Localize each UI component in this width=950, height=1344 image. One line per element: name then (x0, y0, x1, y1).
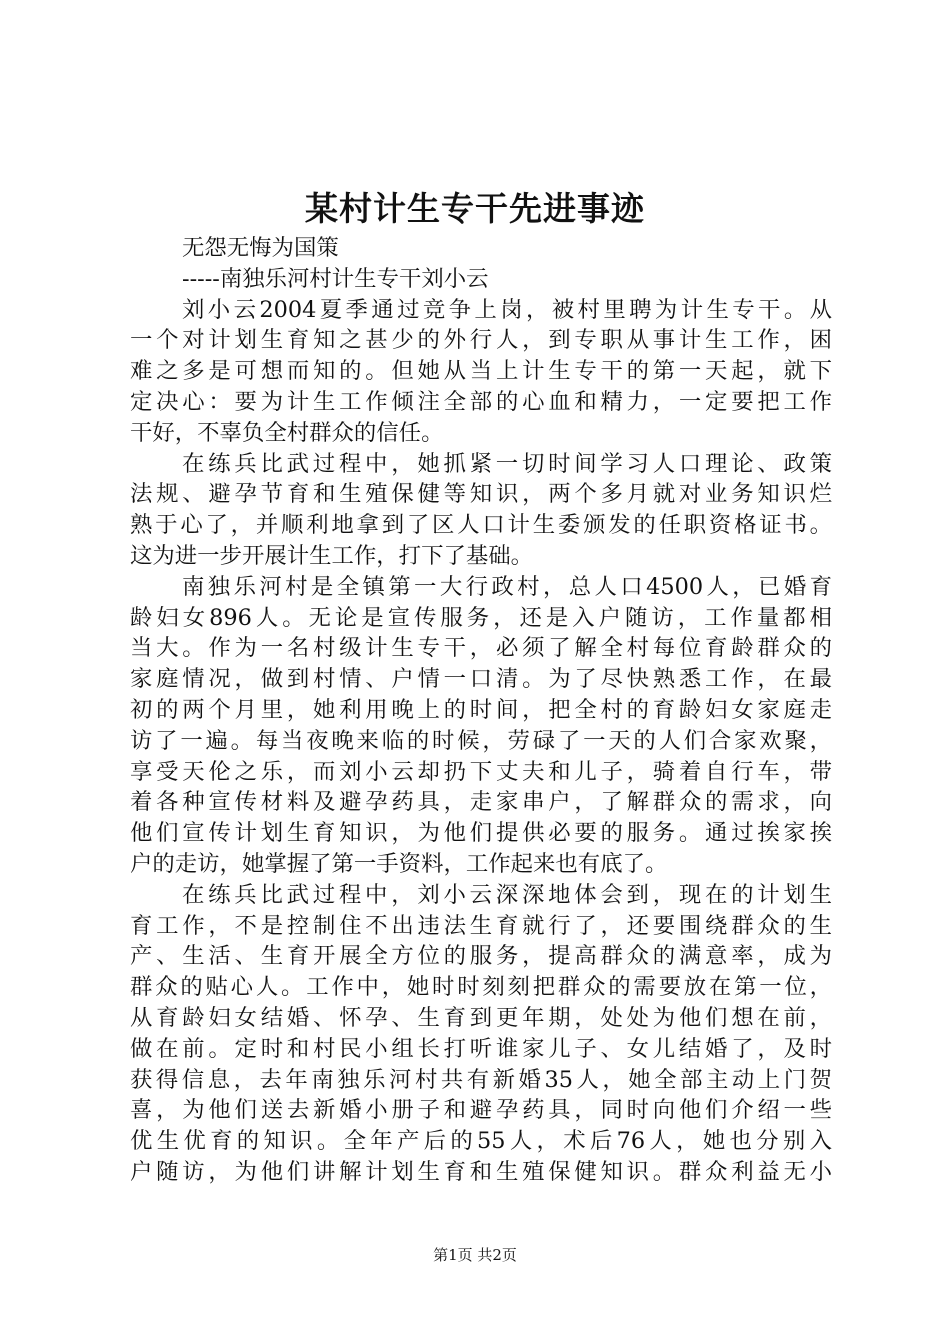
paragraph-line: 法规、避孕节育和生殖保健等知识，两个多月就对业务知识烂 (130, 481, 832, 508)
paragraph-line: 访了一遍。每当夜晚来临的时候，劳碌了一天的人们合家欢聚， (130, 727, 832, 754)
subtitle: 无怨无悔为国策 (182, 235, 339, 261)
paragraph-line: 优生优育的知识。全年产后的55人，术后76人，她也分别入 (130, 1128, 832, 1155)
page-number: 第1页 共2页 (433, 1246, 517, 1264)
paragraph-line: 家庭情况，做到村情、户情一口清。为了尽快熟悉工作，在最 (130, 666, 832, 693)
paragraph (130, 295, 832, 449)
paragraph-line: 他们宣传计划生育知识，为他们提供必要的服务。通过挨家挨 (130, 820, 832, 847)
paragraph-line: 定决心：要为计生工作倾注全部的心血和精力，一定要把工作 (130, 388, 832, 415)
paragraph-line: 一个对计划生育知之甚少的外行人，到专职从事计生工作，困 (130, 327, 832, 354)
paragraph-line: 在练兵比武过程中，她抓紧一切时间学习人口理论、政策 (182, 450, 832, 477)
paragraph-line: 刘小云2004夏季通过竞争上岗，被村里聘为计生专干。从 (182, 296, 832, 323)
paragraph-line: 喜，为他们送去新婚小册子和避孕药具，同时向他们介绍一些 (130, 1097, 832, 1124)
paragraph-line: 熟于心了，并顺利地拿到了区人口计生委颁发的任职资格证书。 (130, 512, 832, 539)
byline: -----南独乐河村计生专干刘小云 (182, 265, 489, 292)
paragraph-line: 产、生活、生育开展全方位的服务，提高群众的满意率，成为 (130, 943, 832, 970)
paragraph-line: 做在前。定时和村民小组长打听谁家儿子、女儿结婚了，及时 (130, 1035, 832, 1062)
paragraph-line: 这为进一步开展计生工作，打下了基础。 (130, 542, 534, 569)
paragraph-line: 难之多是可想而知的。但她从当上计生专干的第一天起，就下 (130, 358, 832, 385)
paragraph (130, 572, 832, 880)
paragraph-line: 南独乐河村是全镇第一大行政村，总人口4500人，已婚育 (182, 573, 832, 600)
paragraph-line: 在练兵比武过程中，刘小云深深地体会到，现在的计划生 (182, 881, 832, 908)
paragraph (130, 449, 832, 572)
paragraph-line: 干好，不辜负全村群众的信任。 (130, 419, 444, 446)
paragraph-line: 享受天伦之乐，而刘小云却扔下丈夫和儿子，骑着自行车，带 (130, 758, 832, 785)
paragraph-list (130, 295, 832, 1188)
document-title: 某村计生专干先进事迹 (305, 189, 645, 228)
paragraph-line: 初的两个月里，她利用晚上的时间，把全村的育龄妇女家庭走 (130, 696, 832, 723)
paragraph-line: 着各种宣传材料及避孕药具，走家串户，了解群众的需求，向 (130, 789, 832, 816)
paragraph-line: 从育龄妇女结婚、怀孕、生育到更年期，处处为他们想在前， (130, 1004, 832, 1031)
paragraph-line: 户的走访，她掌握了第一手资料，工作起来也有底了。 (130, 850, 668, 877)
paragraph (130, 880, 832, 1188)
document-body (130, 233, 832, 1188)
paragraph-line: 龄妇女896人。无论是宣传服务，还是入户随访，工作量都相 (130, 604, 832, 631)
paragraph-line: 当大。作为一名村级计生专干，必须了解全村每位育龄群众的 (130, 635, 832, 662)
paragraph-line: 户随访，为他们讲解计划生育和生殖保健知识。群众利益无小 (130, 1158, 832, 1185)
paragraph-line: 群众的贴心人。工作中，她时时刻刻把群众的需要放在第一位， (130, 974, 832, 1001)
paragraph-line: 育工作，不是控制住不出违法生育就行了，还要围绕群众的生 (130, 912, 832, 939)
paragraph-line: 获得信息，去年南独乐河村共有新婚35人，她全部主动上门贺 (130, 1066, 832, 1093)
